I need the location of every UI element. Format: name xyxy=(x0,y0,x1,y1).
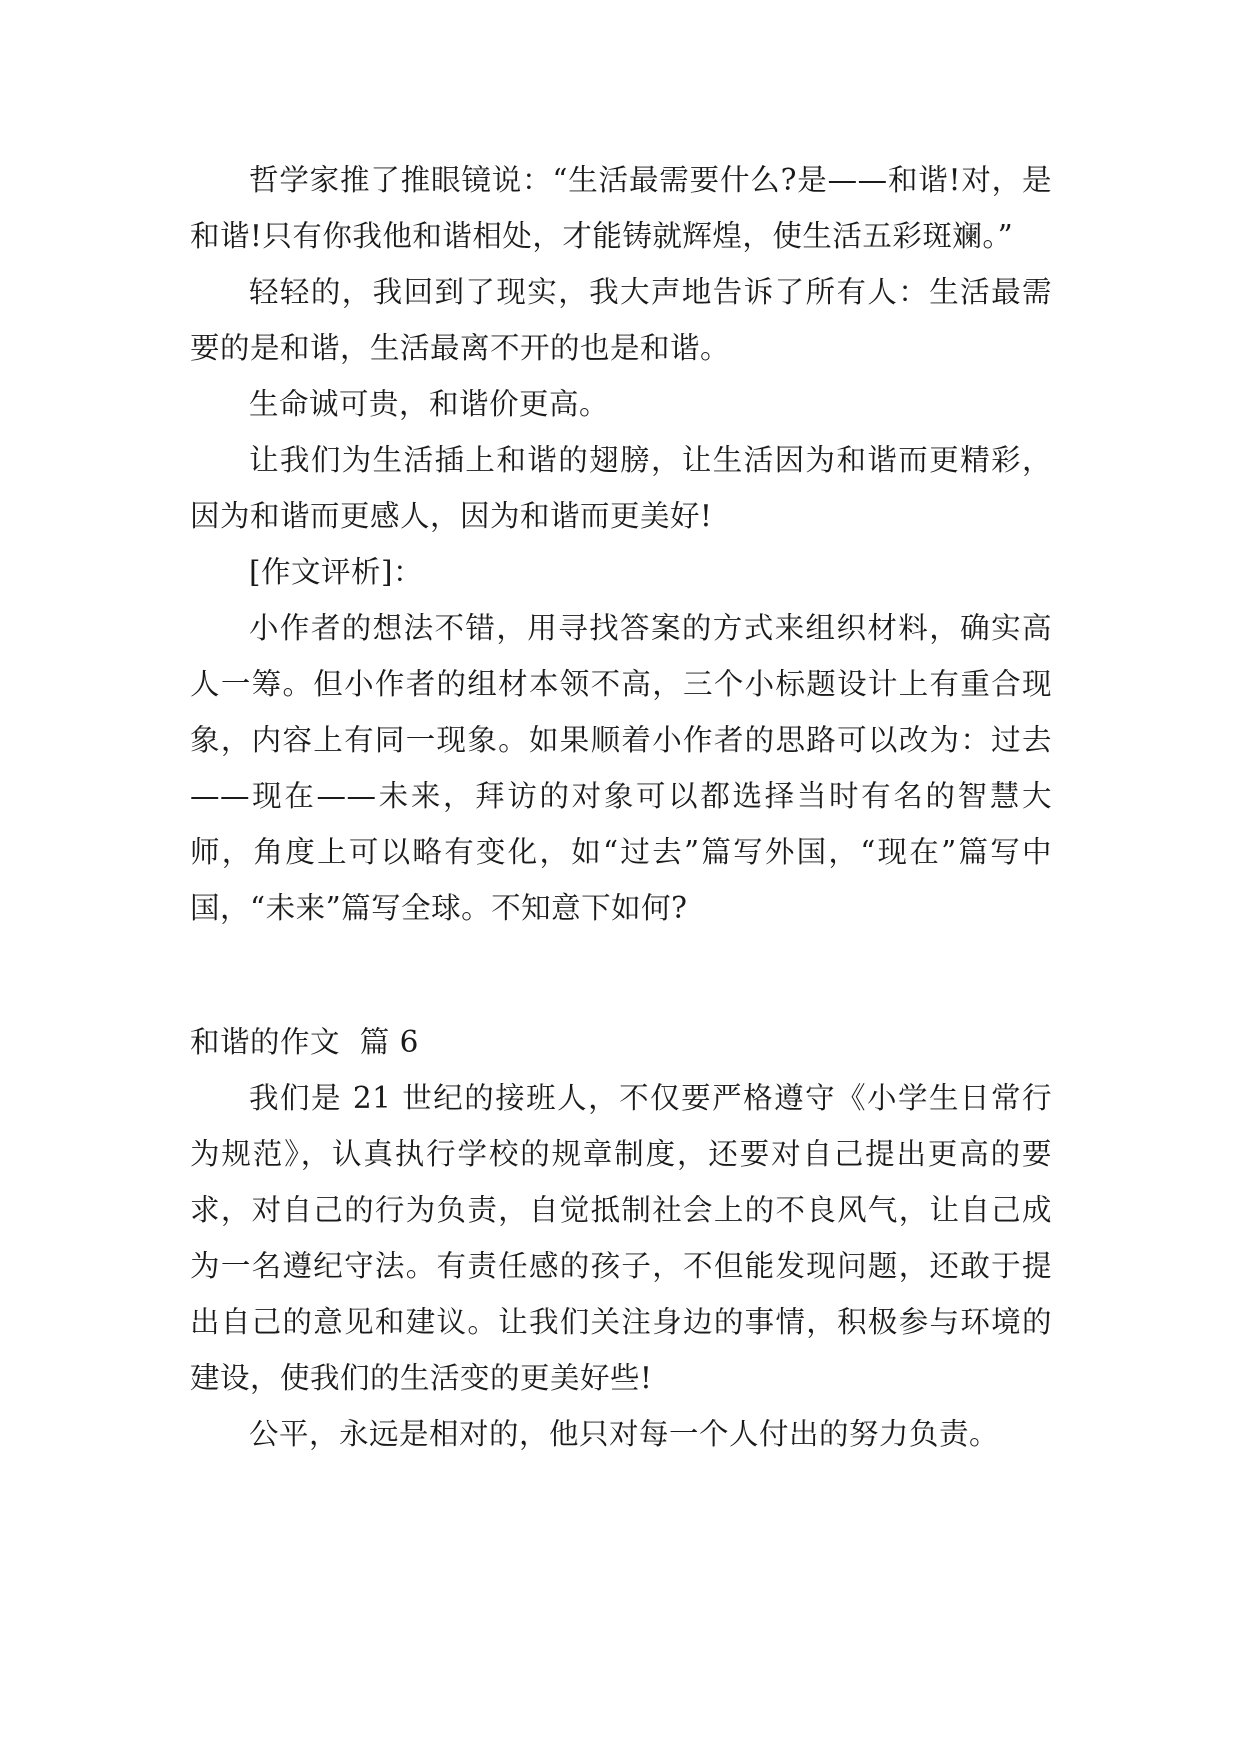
document-page xyxy=(190,152,1052,1462)
paragraph-fairness: 公平，永远是相对的，他只对每一个人付出的努力负责。 xyxy=(249,1417,1000,1451)
paragraph-successors: 我们是 21 世纪的接班人，不仅要严格遵守《小学生日常行为规范》，认真执行学校的规章制度，还要对自己提出更高的要求，对自己的行为负责，自觉抵制社会上的不良风气，让自己成为一名遵纪守法。有责任感的孩子，不但能发现问题，还敢于提出自己的意见和建议。让我们关注身边的事情，积极参与环境的建设，使我们的生活变的更美好些! xyxy=(190,1081,1052,1395)
paragraph-philosopher-quote: 哲学家推了推眼镜说：“生活最需要什么?是——和谐!对，是和谐!只有你我他和谐相处，才能铸就辉煌，使生活五彩斑斓。” xyxy=(190,163,1052,253)
paragraph-review-body: 小作者的想法不错，用寻找答案的方式来组织材料，确实高人一筹。但小作者的组材本领不高，三个小标题设计上有重合现象，内容上有同一现象。如果顺着小作者的思路可以改为：过去——现在——未来，拜访的对象可以都选择当时有名的智慧大师，角度上可以略有变化，如“过去”篇写外国，“现在”篇写中国，“未来”篇写全球。不知意下如何? xyxy=(190,611,1052,925)
paragraph-wings-of-harmony: 让我们为生活插上和谐的翅膀，让生活因为和谐而更精彩，因为和谐而更感人，因为和谐而更美好! xyxy=(190,443,1052,533)
paragraph-return-to-reality: 轻轻的，我回到了现实，我大声地告诉了所有人：生活最需要的是和谐，生活最离不开的也是和谐。 xyxy=(190,275,1052,365)
paragraph-review-label: [作文评析]： xyxy=(249,555,424,589)
section-heading: 和谐的作文 篇 6 xyxy=(190,1025,419,1059)
paragraph-life-precious: 生命诚可贵，和谐价更高。 xyxy=(249,387,610,421)
